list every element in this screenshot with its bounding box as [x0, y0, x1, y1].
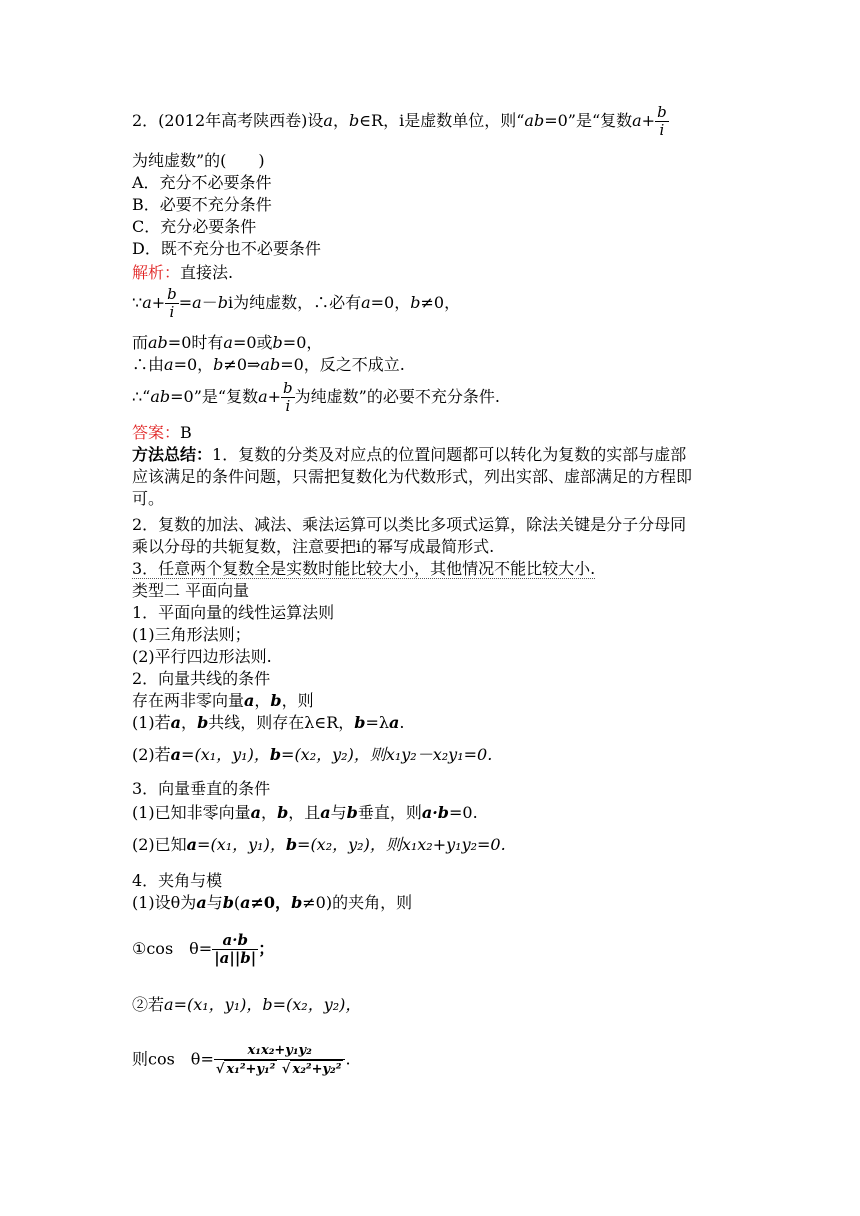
solution-method: 直接法.	[180, 263, 234, 282]
summary-label: 方法总结：	[132, 445, 213, 464]
heading-perpendicular: 3．向量垂直的条件	[132, 779, 271, 798]
fraction-b-over-i	[281, 380, 295, 415]
text: ≠0)的夹角，则	[302, 893, 413, 912]
collinear-item2	[132, 744, 492, 766]
var-a: a	[142, 293, 152, 312]
summary-p1-line1	[132, 444, 686, 466]
text: (1)若	[132, 713, 171, 732]
var-ab: ab	[150, 387, 171, 406]
vector-b: b	[354, 713, 366, 732]
var-a: a	[223, 333, 233, 352]
summary-p2-line1: 2．复数的加法、减法、乘法运算可以类比多项式运算，除法关键是分子分母同	[132, 515, 687, 534]
var-ab: ab	[524, 111, 545, 130]
text: =λ	[365, 713, 390, 732]
fraction-numerator: x₁x₂+y₁y₂	[214, 1042, 346, 1060]
step-text: =0，	[173, 355, 214, 374]
text: 共线，则存在λ∈R，	[208, 713, 355, 732]
expr-a-plus: a+	[632, 111, 656, 130]
text: =0.	[448, 803, 478, 822]
angle-item1	[132, 892, 412, 914]
fraction-dot-over-magnitude	[212, 932, 258, 967]
heading-linear-ops: 1．平面向量的线性运算法则	[132, 603, 335, 622]
sqrt-term: x₁²+y₁²	[226, 1062, 276, 1077]
formula-coords	[132, 994, 361, 1016]
fraction-denominator: i	[169, 303, 175, 321]
sqrt-term: x₂²+y₂²	[292, 1062, 342, 1077]
var-b: b	[262, 995, 273, 1014]
text: (2)已知	[132, 835, 187, 854]
text: ，则	[281, 691, 314, 710]
text: (2)若	[132, 745, 171, 764]
vector-a: a	[244, 691, 255, 710]
step-text: =0时有	[167, 333, 224, 352]
option-a: A．充分不必要条件	[132, 173, 272, 192]
var-a: a	[164, 355, 174, 374]
var-a: a	[164, 995, 174, 1014]
fraction-numerator: b	[283, 379, 293, 397]
fraction-denominator: |a||b|	[214, 949, 257, 967]
comma: ，	[261, 803, 278, 822]
var-b: b	[272, 333, 283, 352]
step-text: ∴“	[132, 387, 151, 406]
step-text: =0，反之不成立.	[280, 355, 405, 374]
formula-text: .	[345, 1049, 351, 1069]
solution-header	[132, 262, 233, 284]
condition-text: ∈R，i是虚数单位，则“	[359, 111, 525, 130]
vector-b: b	[346, 803, 358, 822]
var-a: a	[361, 293, 371, 312]
rule-triangle: (1)三角形法则；	[132, 625, 251, 644]
coords: =(x₁，y₁)，	[197, 835, 286, 854]
summary-text: 1．复数的分类及对应点的位置问题都可以转化为复数的实部与虚部	[212, 445, 687, 464]
text: .	[399, 713, 405, 732]
fraction-numerator: a·b	[212, 932, 258, 950]
coords: =(x₂，y₂)，	[272, 995, 362, 1014]
perp-item2	[132, 834, 506, 856]
fraction-cos-coords	[214, 1042, 346, 1078]
plus-sign: +	[267, 387, 282, 406]
solution-label: 解析：	[132, 263, 181, 282]
var-b: b	[217, 293, 228, 312]
text: ≠0，	[250, 893, 292, 912]
var-b: b	[410, 293, 421, 312]
step-text: =0”是“复数	[170, 387, 259, 406]
var-ab: ab	[260, 355, 281, 374]
coords: =(x₂，y₂)，则	[297, 835, 402, 854]
var-a: a	[323, 111, 333, 130]
section-title: 类型二 平面向量	[132, 581, 250, 600]
problem-stem-line1	[132, 104, 669, 139]
vector-b: b	[291, 893, 303, 912]
solution-step3	[132, 354, 405, 376]
formula-cos-vector	[132, 932, 274, 967]
text: (	[233, 893, 241, 912]
fraction-b-over-i	[655, 104, 669, 139]
comma: ，	[254, 691, 271, 710]
summary-text: 3．任意两个复数全是实数时能比较大小，其他情况不能比较大小.	[132, 559, 596, 578]
comma: ，	[332, 111, 349, 130]
vector-a: a	[170, 745, 182, 764]
text: ，且	[288, 803, 321, 822]
solution-step1	[132, 286, 460, 321]
vector-a: a	[196, 893, 207, 912]
var-ab: ab	[148, 333, 168, 352]
vector-a: a	[389, 713, 400, 732]
collinear-item1	[132, 712, 405, 734]
vector-a: a	[186, 835, 198, 854]
answer-value: B	[180, 423, 192, 442]
var-a: a	[192, 293, 202, 312]
coords: =(x₁，y₁)，	[173, 995, 263, 1014]
option-d: D．既不充分也不必要条件	[132, 239, 321, 258]
coords: =(x₂，y₂)，则	[281, 745, 386, 764]
heading-angle-magnitude: 4．夹角与模	[132, 871, 223, 890]
comma: ，	[181, 713, 198, 732]
formula-text: ①cos θ=	[132, 939, 213, 958]
vector-a: a	[240, 893, 251, 912]
formula-text: ；	[258, 939, 275, 958]
condition: x₁y₂－x₂y₁=0.	[385, 745, 493, 764]
text: 与	[206, 893, 223, 912]
fraction-denominator: √ x₁²+y₁² √ x₂²+y₂²	[215, 1062, 342, 1077]
answer-label: 答案：	[132, 423, 181, 442]
step-text: i为纯虚数，∴必有	[227, 293, 362, 312]
step-text: 为纯虚数”的必要不充分条件.	[294, 387, 500, 406]
vector-b: b	[277, 803, 289, 822]
problem-source: 2．(2012年高考陕西卷)设	[132, 111, 324, 130]
text: (1)已知非零向量	[132, 803, 251, 822]
step-text: ≠0⇒	[223, 355, 261, 374]
coords: =(x₁，y₁)，	[181, 745, 270, 764]
summary-p3	[132, 558, 595, 580]
option-c: C．充分必要条件	[132, 217, 257, 236]
vector-a: a	[170, 713, 182, 732]
vector-b: b	[269, 745, 282, 764]
option-b: B．必要不充分条件	[132, 195, 272, 214]
plus-sign: +	[151, 293, 166, 312]
summary-p1-line3: 可。	[132, 489, 165, 508]
heading-collinear: 2．向量共线的条件	[132, 669, 271, 688]
condition: x₁x₂+y₁y₂=0.	[401, 835, 506, 854]
fraction-denominator: i	[659, 121, 665, 139]
equals-sign: =	[178, 293, 193, 312]
solution-step2	[132, 332, 322, 354]
step-text: =0，	[370, 293, 411, 312]
collinear-intro	[132, 690, 314, 712]
step-text: =0，	[282, 333, 323, 352]
var-a: a	[258, 387, 268, 406]
text: (1)设θ为	[132, 893, 197, 912]
perp-item1	[132, 802, 478, 824]
fraction-numerator: b	[657, 103, 667, 121]
vector-a: a	[320, 803, 331, 822]
because-symbol: ∵	[132, 293, 143, 312]
fraction-b-over-i	[165, 286, 179, 321]
summary-p1-line2: 应该满足的条件问题，只需把复数化为代数形式，列出实部、虚部满足的方程即	[132, 467, 693, 486]
text: ②若	[132, 995, 165, 1014]
formula-cos-coords	[132, 1042, 351, 1078]
vector-b: b	[197, 713, 209, 732]
fraction-denominator: i	[285, 397, 291, 415]
text: 与	[330, 803, 347, 822]
formula-text: 则cos θ=	[132, 1049, 214, 1069]
text: 垂直，则	[357, 803, 422, 822]
vector-a: a	[250, 803, 262, 822]
var-b: b	[348, 111, 360, 130]
vector-b: b	[222, 893, 234, 912]
summary-p2-line2: 乘以分母的共轭复数，注意要把i的幂写成最简形式.	[132, 537, 495, 556]
answer-line	[132, 422, 192, 444]
solution-step4	[132, 380, 500, 415]
step-text: ∴由	[132, 355, 165, 374]
text: 存在两非零向量	[132, 691, 245, 710]
step-text: 而	[132, 333, 149, 352]
condition-text: =0”是“复数	[544, 111, 633, 130]
fraction-numerator: b	[167, 285, 177, 303]
minus-sign: －	[201, 293, 218, 312]
var-b: b	[213, 355, 224, 374]
vector-b: b	[285, 835, 298, 854]
vector-b: b	[270, 691, 282, 710]
step-text: =0或	[232, 333, 273, 352]
dot-product: a·b	[421, 803, 449, 822]
rule-parallelogram: (2)平行四边形法则.	[132, 647, 272, 666]
step-text: ≠0，	[420, 293, 461, 312]
problem-stem-line2: 为纯虚数”的( )	[132, 151, 265, 170]
